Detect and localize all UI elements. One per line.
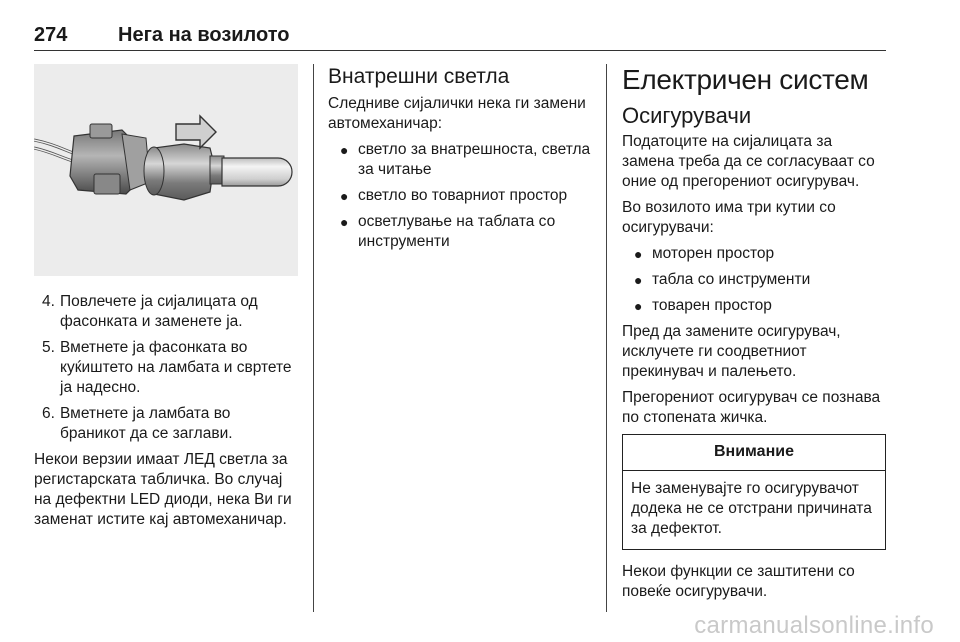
list-item-text: светло за внатрешноста, светла за читање bbox=[358, 141, 591, 178]
list-item bbox=[622, 244, 886, 264]
step-item bbox=[34, 404, 298, 444]
watermark: carmanualsonline.info bbox=[694, 612, 934, 639]
fuses-paragraph-5: Некои функции се заштитени со повеќе осигурувачи. bbox=[622, 563, 855, 600]
list-item-text: осветлување на таблата со инструменти bbox=[358, 213, 556, 250]
page-header bbox=[34, 22, 886, 51]
column-divider-left bbox=[313, 64, 314, 612]
bullet-icon: ● bbox=[634, 272, 643, 288]
fuses-paragraph-1: Податоците на сијалицата за замена треба да се согласуваат со оние од прегорениот осигурувач. bbox=[622, 133, 875, 190]
led-paragraph: Некои верзии имаат ЛЕД светла за регистарската табличка. Во случај на дефектни LED диоди, нека Ви ги заменат истите кај автомеханичар. bbox=[34, 451, 292, 528]
list-item bbox=[328, 212, 596, 252]
step-item bbox=[34, 292, 298, 332]
fuses-heading: Осигурувачи bbox=[622, 103, 752, 128]
notice-body: Не заменувајте го осигурувачот додека не се отстрани причината за дефектот. bbox=[631, 480, 872, 537]
bulb-socket-drawing bbox=[34, 64, 298, 276]
step-item bbox=[34, 338, 298, 398]
step-text: Повлечете ја сијалицата од фасонката и заменете ја. bbox=[60, 293, 258, 330]
bulb-replacement-illustration bbox=[34, 64, 298, 276]
right-column bbox=[622, 64, 886, 608]
fuses-paragraph-2: Во возилото има три кутии со осигурувачи: bbox=[622, 199, 836, 236]
list-item-text: товарен простор bbox=[652, 297, 772, 314]
list-item-text: моторен простор bbox=[652, 245, 775, 262]
interior-lights-intro: Следниве сијалички нека ги замени автомеханичар: bbox=[328, 95, 586, 132]
step-text: Вметнете ја ламбата во браникот да се заглави. bbox=[60, 405, 233, 442]
list-item bbox=[328, 186, 596, 206]
notice-title: Внимание bbox=[623, 435, 885, 471]
header-title: Нега на возилото bbox=[118, 24, 290, 46]
notice-box bbox=[622, 434, 886, 550]
list-item-text: светло во товарниот простор bbox=[358, 187, 568, 204]
list-item bbox=[328, 140, 596, 180]
electrical-system-heading: Електричен систем bbox=[622, 64, 869, 95]
bullet-icon: ● bbox=[340, 214, 349, 230]
steps-list bbox=[34, 292, 298, 444]
list-item bbox=[622, 270, 886, 290]
fuses-paragraph-3: Пред да замените осигурувач, исклучете ги соодветниот прекинувач и палењето. bbox=[622, 323, 841, 380]
bullet-icon: ● bbox=[634, 246, 643, 262]
bullet-icon: ● bbox=[340, 188, 349, 204]
left-column bbox=[34, 64, 298, 536]
bullet-icon: ● bbox=[634, 298, 643, 314]
step-number: 4. bbox=[42, 293, 55, 310]
bullet-icon: ● bbox=[340, 142, 349, 158]
fuse-boxes-list bbox=[622, 244, 886, 316]
page-number: 274 bbox=[34, 24, 68, 46]
middle-column bbox=[328, 64, 596, 258]
interior-lights-heading: Внатрешни светла bbox=[328, 65, 510, 88]
interior-lights-list bbox=[328, 140, 596, 252]
step-number: 6. bbox=[42, 405, 55, 422]
step-text: Вметнете ја фасонката во куќиштето на ламбата и свртете ја надесно. bbox=[60, 339, 292, 396]
fuses-paragraph-4: Прегорениот осигурувач се познава по стопената жичка. bbox=[622, 389, 881, 426]
column-divider-right bbox=[606, 64, 607, 612]
step-number: 5. bbox=[42, 339, 55, 356]
list-item-text: табла со инструменти bbox=[652, 271, 811, 288]
list-item bbox=[622, 296, 886, 316]
